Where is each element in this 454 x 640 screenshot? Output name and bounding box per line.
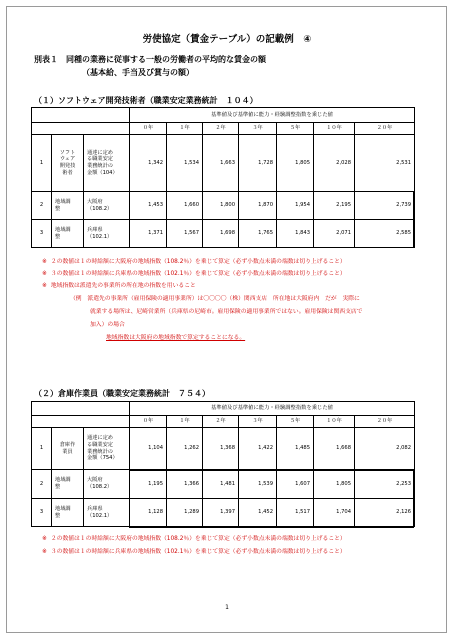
note-line: ※ ２の数値は１の時給額に大阪府の地域指数（108.2％）を乗じて算定（必ず小数点未満の端数は切り上げること） [42,536,346,542]
wage-value: 2,071 [314,220,355,248]
row-number: 2 [32,192,52,220]
year-header: ２年 [203,416,239,428]
row-label: 倉庫作 業員 [52,428,84,470]
wage-value: 1,517 [277,499,314,527]
wage-value: 2,126 [355,499,415,527]
row-description: 兵庫県 （102.1） [84,499,130,527]
year-blank-cell [32,416,130,428]
table-row [32,135,415,192]
note-line: （例 派遣先の事業所（雇用保険の適用事業所）は〇〇〇〇（株）関西支店 所在地は大阪府内 だが 実際に [70,296,360,302]
table-row [32,428,415,470]
year-header: ２０年 [355,123,415,135]
wage-value: 1,954 [277,192,314,220]
row-number: 3 [32,499,52,527]
wage-value: 1,195 [130,470,167,499]
wage-value: 1,453 [130,192,167,220]
wage-value: 2,739 [355,192,415,220]
wage-value: 2,253 [355,470,415,499]
row-label: 地域調 整 [52,499,84,527]
wage-value: 1,660 [167,192,203,220]
wage-value: 1,805 [314,470,355,499]
year-header: ２０年 [355,416,415,428]
row-description: 兵庫県 （102.1） [84,220,130,248]
wage-value: 1,668 [314,428,355,470]
year-header: １年 [167,416,203,428]
row-number: 1 [32,135,52,192]
row-description: 通達に定め る職業安定 業務統計の 金額（104） [84,135,130,192]
section2-heading: （２）倉庫作業員（職業安定業務統計 ７５４） [34,389,210,398]
year-header: １０年 [314,123,355,135]
table-row [32,499,415,527]
year-header: １年 [167,123,203,135]
year-header: ０年 [130,123,167,135]
wage-value: 1,800 [203,192,239,220]
page-number: 1 [225,604,229,611]
header-blank-cell [32,402,130,416]
intro-line-1: 別表１ 同種の業務に従事する一般の労働者の平均的な賃金の額 [34,55,266,64]
year-header: ５年 [277,123,314,135]
wage-value: 1,728 [239,135,277,192]
table-header-title: 基準値及び基準値に能力・経験調整指数を乗じた値 [130,402,415,416]
year-header-row [32,123,415,135]
wage-value: 2,585 [355,220,415,248]
wage-value: 1,534 [167,135,203,192]
year-blank-cell [32,123,130,135]
row-number: 1 [32,428,52,470]
note-line: ※ ２の数値は１の時給額に大阪府の地域指数（108.2％）を乗じて算定（必ず小数点未満の端数は切り上げること） [42,259,346,265]
table-row [32,192,415,220]
wage-value: 1,870 [239,192,277,220]
row-label: ソフト ウェア 開発技 術者 [52,135,84,192]
wage-value: 1,805 [277,135,314,192]
wage-value: 1,485 [277,428,314,470]
row-number: 3 [32,220,52,248]
year-header: １０年 [314,416,355,428]
wage-value: 1,452 [239,499,277,527]
note-line: 加入）の場合 [90,322,125,328]
year-header: ２年 [203,123,239,135]
wage-value: 2,028 [314,135,355,192]
note-line: ※ ３の数値は１の時給額に兵庫県の地域指数（102.1％）を乗じて算定（必ず小数点未満の端数は切り上げること） [42,271,346,277]
header-blank-cell [32,108,130,123]
year-header: ５年 [277,416,314,428]
wage-value: 1,704 [314,499,355,527]
row-description: 大阪府 （108.2） [84,470,130,499]
wage-table-warehouse [31,401,415,527]
wage-value: 1,289 [167,499,203,527]
table-row [32,220,415,248]
year-header: ３年 [239,416,277,428]
table-header-title: 基準値及び基準値に能力・経験調整指数を乗じた値 [130,108,415,123]
wage-value: 1,567 [167,220,203,248]
wage-value: 1,422 [239,428,277,470]
row-description: 通達に定め る職業安定 業務統計の 金額（754） [84,428,130,470]
wage-value: 1,368 [203,428,239,470]
wage-value: 1,481 [203,470,239,499]
wage-table-software [31,107,415,248]
wage-value: 1,128 [130,499,167,527]
page-title: 労使協定（賃金テーブル）の記載例 ④ [142,34,312,45]
table-header-row [32,108,415,123]
wage-value: 1,663 [203,135,239,192]
row-number: 2 [32,470,52,499]
year-header-row [32,416,415,428]
wage-value: 1,342 [130,135,167,192]
wage-value: 2,082 [355,428,415,470]
table-row [32,470,415,499]
wage-value: 1,366 [167,470,203,499]
row-label: 地域調 整 [52,192,84,220]
table-header-row [32,402,415,416]
intro-line-2: （基本給、手当及び賞与の額） [82,68,194,77]
note-line: ※ ３の数値は１の時給額に兵庫県の地域指数（102.1％）を乗じて算定（必ず小数点未満の端数は切り上げること） [42,549,346,555]
wage-value: 1,371 [130,220,167,248]
wage-value: 1,539 [239,470,277,499]
wage-value: 1,104 [130,428,167,470]
year-header: ０年 [130,416,167,428]
wage-value: 1,765 [239,220,277,248]
note-line: ※ 地域指数は派遣先の事業所の所在地の指数を用いること [42,283,196,289]
year-header: ３年 [239,123,277,135]
wage-value: 1,397 [203,499,239,527]
row-description: 大阪府 （108.2） [84,192,130,220]
wage-value: 1,698 [203,220,239,248]
row-label: 地域調 整 [52,470,84,499]
note-line-emphasis: 地域指数は大阪府の地域指数で算定することになる。 [106,335,246,341]
wage-value: 2,195 [314,192,355,220]
row-label: 地域調 整 [52,220,84,248]
wage-value: 1,843 [277,220,314,248]
section1-heading: （１）ソフトウェア開発技術者（職業安定業務統計 １０４） [34,96,258,105]
wage-value: 1,607 [277,470,314,499]
note-line: 就業する場所は、尼崎営業所（兵庫県の尼崎市。雇用保険の適用事業所ではない。雇用保険は関西支店で [90,309,363,315]
wage-value: 2,531 [355,135,415,192]
wage-value: 1,262 [167,428,203,470]
